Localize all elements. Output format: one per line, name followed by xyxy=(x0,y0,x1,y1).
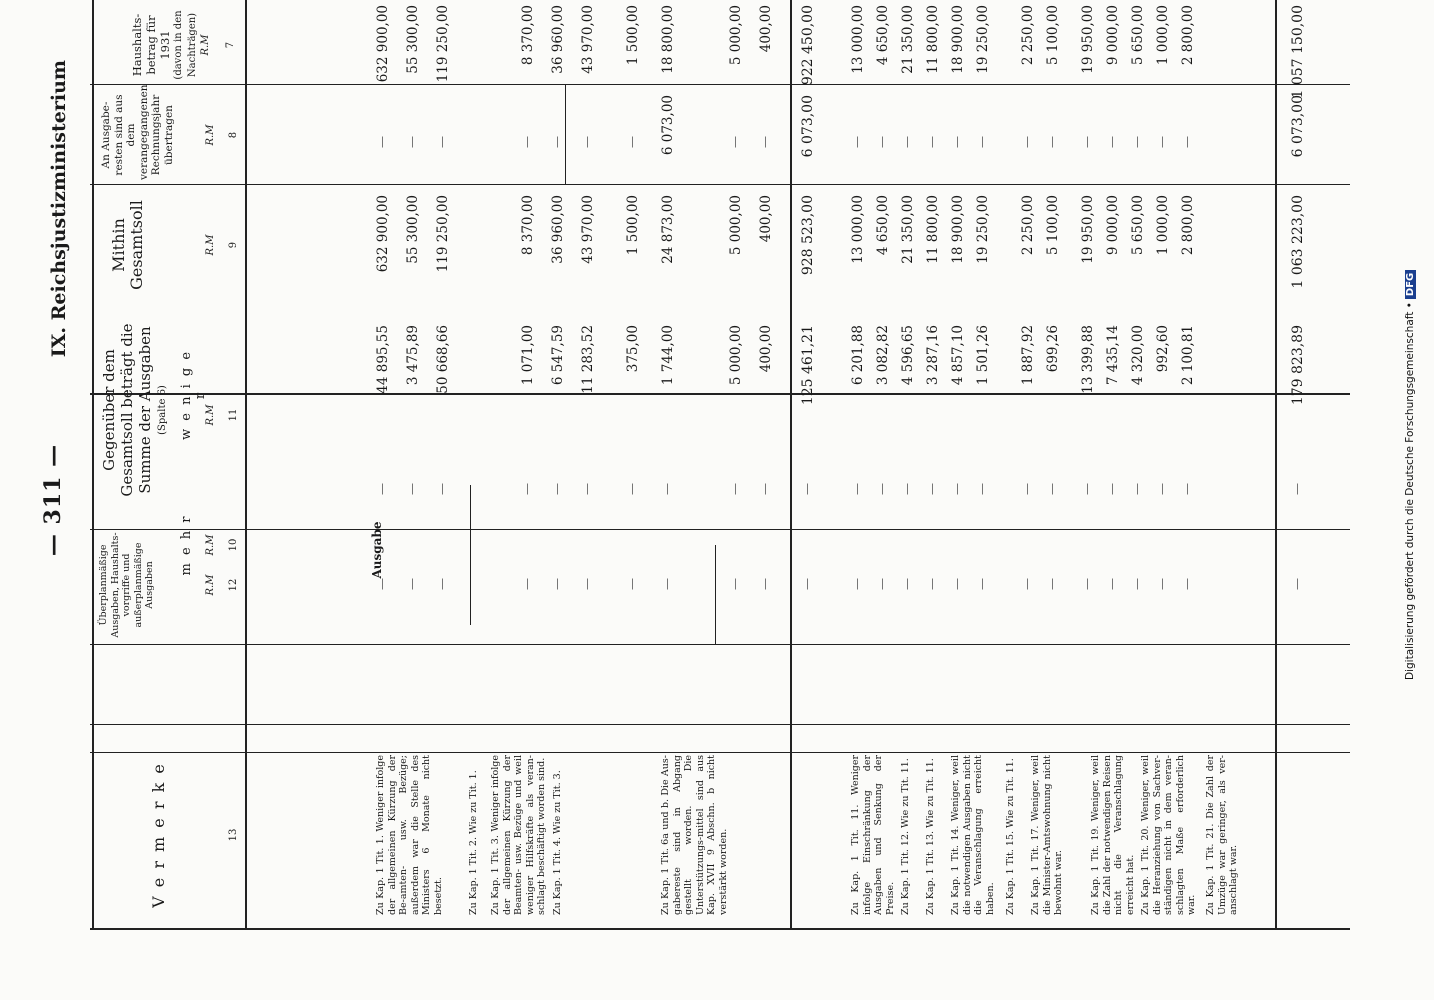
rule xyxy=(90,724,1350,725)
empty-mark: — xyxy=(1105,578,1119,590)
remarks-section-title: Ausgabe xyxy=(370,521,384,579)
empty-mark: — xyxy=(1290,578,1304,590)
empty-mark: — xyxy=(875,483,889,495)
col7-number: 7 xyxy=(225,41,236,49)
empty-mark: — xyxy=(435,483,449,495)
cell-c9: 43 970,00 xyxy=(580,195,596,264)
ministry-title: IX. Reichsjustizministerium xyxy=(48,60,70,358)
dfg-logo: DFG xyxy=(1405,270,1416,299)
page-number: — 311 — xyxy=(40,443,66,557)
cell-c11: 11 283,52 xyxy=(580,325,596,394)
cell-c9: 2 250,00 xyxy=(1020,195,1036,256)
empty-mark: — xyxy=(1130,578,1144,590)
col7-unit: R.M xyxy=(200,34,211,56)
empty-mark: — xyxy=(520,578,534,590)
cell-c11: 4 596,65 xyxy=(900,325,916,386)
remark-text: Zu Kap. 1 Tit. 13. Wie zu Tit. 11. xyxy=(925,758,936,915)
cell-c9: 1 063 223,00 xyxy=(1290,195,1306,289)
empty-mark: — xyxy=(375,136,389,148)
col13-header: V e r m e r k e xyxy=(149,762,168,908)
empty-mark: — xyxy=(925,483,939,495)
empty-mark: — xyxy=(660,483,674,495)
empty-mark: — xyxy=(900,136,914,148)
cell-c9: 119 250,00 xyxy=(435,195,451,273)
cell-c9: 36 960,00 xyxy=(550,195,566,264)
empty-mark: — xyxy=(1020,578,1034,590)
empty-mark: — xyxy=(550,483,564,495)
header-bottom-rule xyxy=(245,0,247,930)
cell-c11: 400,00 xyxy=(758,325,774,373)
cell-c9: 55 300,00 xyxy=(405,195,421,264)
empty-mark: — xyxy=(1020,136,1034,148)
cell-c11: 1 744,00 xyxy=(660,325,676,386)
col10-header: m e h r xyxy=(179,514,194,576)
empty-mark: — xyxy=(660,578,674,590)
cell-c7: 922 450,00 xyxy=(800,5,816,86)
remark-text: Zu Kap. 1 Tit. 2. Wie zu Tit. 1. xyxy=(468,770,479,915)
cell-c7: 2 800,00 xyxy=(1180,5,1196,66)
remark-text: Zu Kap. 1 Tit. 20. Weniger, weil die Heranziehung von Sachver-ständigen nicht in dem veran-schlagten Maße erforderlich war. xyxy=(1140,755,1197,915)
cell-c9: 24 873,00 xyxy=(660,195,676,264)
rule xyxy=(470,485,471,625)
cell-c7: 18 800,00 xyxy=(660,5,676,74)
empty-mark: — xyxy=(800,578,814,590)
table-border-left xyxy=(90,928,1350,930)
empty-mark: — xyxy=(1130,483,1144,495)
empty-mark: — xyxy=(758,578,772,590)
cell-c11: 50 668,66 xyxy=(435,325,451,394)
empty-mark: — xyxy=(435,578,449,590)
cell-c11: 375,00 xyxy=(625,325,641,373)
empty-mark: — xyxy=(950,483,964,495)
cell-c8: 6 073,00 xyxy=(1290,95,1306,158)
empty-mark: — xyxy=(1155,483,1169,495)
empty-mark: — xyxy=(850,136,864,148)
rule xyxy=(715,545,716,645)
empty-mark: — xyxy=(1180,483,1194,495)
empty-mark: — xyxy=(405,578,419,590)
empty-mark: — xyxy=(950,136,964,148)
remark-text: Zu Kap. 1 Tit. 21. Die Zahl der Umzüge war geringer, als ver-anschlagt war. xyxy=(1205,755,1239,915)
cell-c7: 8 370,00 xyxy=(520,5,536,66)
cell-c7: 4 650,00 xyxy=(875,5,891,66)
col13-number: 13 xyxy=(228,828,239,842)
remark-text: Zu Kap. 1 Tit. 11. Weniger infolge Einschränkung der Ausgaben und Senkung der Preise. xyxy=(850,755,896,915)
empty-mark: — xyxy=(375,578,389,590)
empty-mark: — xyxy=(728,483,742,495)
cell-c11: 5 000,00 xyxy=(728,325,744,386)
cell-c9: 1 000,00 xyxy=(1155,195,1171,256)
empty-mark: — xyxy=(520,136,534,148)
cell-c11: 1 071,00 xyxy=(520,325,536,386)
cell-c9: 13 000,00 xyxy=(850,195,866,264)
cell-c9: 928 523,00 xyxy=(800,195,816,276)
empty-mark: — xyxy=(1290,483,1304,495)
cell-c9: 5 650,00 xyxy=(1130,195,1146,256)
empty-mark: — xyxy=(1080,483,1094,495)
cell-c11: 7 435,14 xyxy=(1105,325,1121,386)
rule xyxy=(90,644,1350,645)
cell-c9: 400,00 xyxy=(758,195,774,243)
empty-mark: — xyxy=(1130,136,1144,148)
cell-c11: 1 501,26 xyxy=(975,325,991,386)
empty-mark: — xyxy=(435,136,449,148)
cell-c9: 9 000,00 xyxy=(1105,195,1121,256)
cell-c7: 55 300,00 xyxy=(405,5,421,74)
cell-c7: 119 250,00 xyxy=(435,5,451,83)
col11-unit: R.M xyxy=(205,404,216,426)
cell-c7: 1 057 150,00 xyxy=(1290,5,1306,99)
empty-mark: — xyxy=(1180,578,1194,590)
empty-mark: — xyxy=(550,578,564,590)
empty-mark: — xyxy=(925,578,939,590)
cell-c7: 13 000,00 xyxy=(850,5,866,74)
remark-text: Zu Kap. 1 Tit. 12. Wie zu Tit. 11. xyxy=(900,758,911,915)
cell-c9: 5 100,00 xyxy=(1045,195,1061,256)
sum-rule xyxy=(1275,0,1277,930)
empty-mark: — xyxy=(850,578,864,590)
cell-c7: 9 000,00 xyxy=(1105,5,1121,66)
remark-text: Zu Kap. 1 Tit. 4. Wie zu Tit. 3. xyxy=(552,770,563,915)
empty-mark: — xyxy=(625,578,639,590)
dfg-credit: Digitalisierung gefördert durch die Deutsche Forschungsgemeinschaft •DFG xyxy=(1404,270,1416,680)
empty-mark: — xyxy=(1155,578,1169,590)
empty-mark: — xyxy=(850,483,864,495)
empty-mark: — xyxy=(1180,136,1194,148)
cell-c7: 18 900,00 xyxy=(950,5,966,74)
col9-header: Mithin Gesamtsoll xyxy=(109,200,146,290)
empty-mark: — xyxy=(900,578,914,590)
empty-mark: — xyxy=(975,483,989,495)
cell-c7: 5 000,00 xyxy=(728,5,744,66)
cell-c9: 2 800,00 xyxy=(1180,195,1196,256)
cell-c11: 13 399,88 xyxy=(1080,325,1096,394)
rule xyxy=(90,752,1350,753)
empty-mark: — xyxy=(520,483,534,495)
empty-mark: — xyxy=(375,483,389,495)
empty-mark: — xyxy=(875,578,889,590)
col12-number: 12 xyxy=(228,578,239,592)
rule xyxy=(90,529,1350,530)
col9-unit: R.M xyxy=(205,234,216,256)
empty-mark: — xyxy=(1080,136,1094,148)
empty-mark: — xyxy=(728,578,742,590)
empty-mark: — xyxy=(625,136,639,148)
col8-number: 8 xyxy=(228,131,239,139)
empty-mark: — xyxy=(800,483,814,495)
col9-number: 9 xyxy=(228,241,239,249)
group-header: Gegenüber dem Gesamtsoll beträgt die Summe der Ausgaben (Spalte 6) xyxy=(100,323,168,497)
cell-c7: 5 650,00 xyxy=(1130,5,1146,66)
empty-mark: — xyxy=(1020,483,1034,495)
cell-c11: 6 547,59 xyxy=(550,325,566,386)
empty-mark: — xyxy=(1080,578,1094,590)
remark-text: Zu Kap. 1 Tit. 19. Weniger, weil die Zahl der notwendigen Reisen nicht die Veranschlagung erreicht hat. xyxy=(1090,755,1136,915)
cell-c9: 19 950,00 xyxy=(1080,195,1096,264)
cell-c9: 4 650,00 xyxy=(875,195,891,256)
cell-c7: 43 970,00 xyxy=(580,5,596,74)
cell-c8: 6 073,00 xyxy=(800,95,816,158)
col12-unit: R.M xyxy=(205,574,216,596)
cell-c11: 699,26 xyxy=(1045,325,1061,373)
cell-c11: 3 287,16 xyxy=(925,325,941,386)
cell-c9: 1 500,00 xyxy=(625,195,641,256)
cell-c7: 19 250,00 xyxy=(975,5,991,74)
col7-header: Haushalts-betrag für 1931 (davon in den Nachträgen) xyxy=(130,10,198,80)
empty-mark: — xyxy=(1105,136,1119,148)
cell-c7: 2 250,00 xyxy=(1020,5,1036,66)
empty-mark: — xyxy=(758,483,772,495)
cell-c11: 44 895,55 xyxy=(375,325,391,394)
cell-c11: 3 082,82 xyxy=(875,325,891,386)
remark-text: Zu Kap. 1 Tit. 14. Weniger, weil die notwendigen Ausgaben nicht die Veranschlagung erreicht haben. xyxy=(950,755,996,915)
empty-mark: — xyxy=(728,136,742,148)
cell-c7: 400,00 xyxy=(758,5,774,53)
rule xyxy=(565,85,566,185)
empty-mark: — xyxy=(875,136,889,148)
cell-c11: 125 461,21 xyxy=(800,325,816,406)
cell-c7: 36 960,00 xyxy=(550,5,566,74)
rule xyxy=(90,393,1350,395)
rule xyxy=(90,84,1350,85)
cell-c11: 2 100,81 xyxy=(1180,325,1196,386)
remark-text: Zu Kap. 1 Tit. 15. Wie zu Tit. 11. xyxy=(1005,758,1016,915)
cell-c9: 11 800,00 xyxy=(925,195,941,264)
cell-c11: 179 823,89 xyxy=(1290,325,1306,406)
empty-mark: — xyxy=(550,136,564,148)
col8-unit: R.M xyxy=(205,124,216,146)
empty-mark: — xyxy=(580,136,594,148)
empty-mark: — xyxy=(1155,136,1169,148)
cell-c7: 1 000,00 xyxy=(1155,5,1171,66)
col10-unit: R.M xyxy=(205,534,216,556)
cell-c9: 18 900,00 xyxy=(950,195,966,264)
empty-mark: — xyxy=(975,136,989,148)
cell-c7: 5 100,00 xyxy=(1045,5,1061,66)
cell-c11: 6 201,88 xyxy=(850,325,866,386)
cell-c7: 11 800,00 xyxy=(925,5,941,74)
empty-mark: — xyxy=(1045,483,1059,495)
cell-c8: 6 073,00 xyxy=(660,95,676,156)
empty-mark: — xyxy=(925,136,939,148)
empty-mark: — xyxy=(405,136,419,148)
cell-c11: 1 887,92 xyxy=(1020,325,1036,386)
cell-c7: 632 900,00 xyxy=(375,5,391,83)
empty-mark: — xyxy=(580,578,594,590)
empty-mark: — xyxy=(1045,136,1059,148)
remark-text: Zu Kap. 1 Tit. 3. Weniger infolge der allgemeinen Kürzung der Beamten- usw. Bezüge und weil weniger Hilfskräfte als veran-schlagt beschäftigt worden sind. xyxy=(490,755,547,915)
empty-mark: — xyxy=(950,578,964,590)
empty-mark: — xyxy=(1045,578,1059,590)
remark-text: Zu Kap. 1 Tit. 1. Weniger infolge der allgemeinen Kürzung der Be-amten- usw. Bezüge; außerdem war die Stelle des Ministers 6 Monate nicht besetzt. xyxy=(375,755,444,915)
cell-c9: 21 350,00 xyxy=(900,195,916,264)
col11-header: w e n i g e r xyxy=(179,349,208,441)
cell-c11: 4 320,00 xyxy=(1130,325,1146,386)
cell-c11: 4 857,10 xyxy=(950,325,966,386)
cell-c7: 21 350,00 xyxy=(900,5,916,74)
remark-text: Zu Kap. 1 Tit. 6a und b. Die Aus-gabereste sind in Abgang gestellt worden. Die Unterstützungs-mittel sind aus Kap. XVII 9 Abschn. b nicht verstärkt worden. xyxy=(660,755,729,915)
empty-mark: — xyxy=(758,136,772,148)
empty-mark: — xyxy=(405,483,419,495)
col10-number: 10 xyxy=(228,538,239,552)
cell-c11: 3 475,89 xyxy=(405,325,421,386)
col12-header: Überplanmäßige Ausgaben, Haushalts-vorgriffe und außerplanmäßige Ausgaben xyxy=(98,532,155,638)
cell-c9: 8 370,00 xyxy=(520,195,536,256)
empty-mark: — xyxy=(975,578,989,590)
cell-c9: 19 250,00 xyxy=(975,195,991,264)
empty-mark: — xyxy=(1105,483,1119,495)
rule xyxy=(90,184,1350,185)
empty-mark: — xyxy=(580,483,594,495)
sum-rule xyxy=(790,0,792,930)
cell-c7: 1 500,00 xyxy=(625,5,641,66)
empty-mark: — xyxy=(625,483,639,495)
col11-number: 11 xyxy=(228,408,239,422)
empty-mark: — xyxy=(900,483,914,495)
header-top-rule xyxy=(92,0,94,930)
cell-c7: 19 950,00 xyxy=(1080,5,1096,74)
cell-c9: 632 900,00 xyxy=(375,195,391,273)
cell-c11: 992,60 xyxy=(1155,325,1171,373)
cell-c9: 5 000,00 xyxy=(728,195,744,256)
col8-header: An Ausgabe-resten sind aus dem verangegangenen Rechnungsjahr übertragen xyxy=(100,84,175,180)
remark-text: Zu Kap. 1 Tit. 17. Weniger, weil die Minister-Amtswohnung nicht bewohnt war. xyxy=(1030,755,1064,915)
